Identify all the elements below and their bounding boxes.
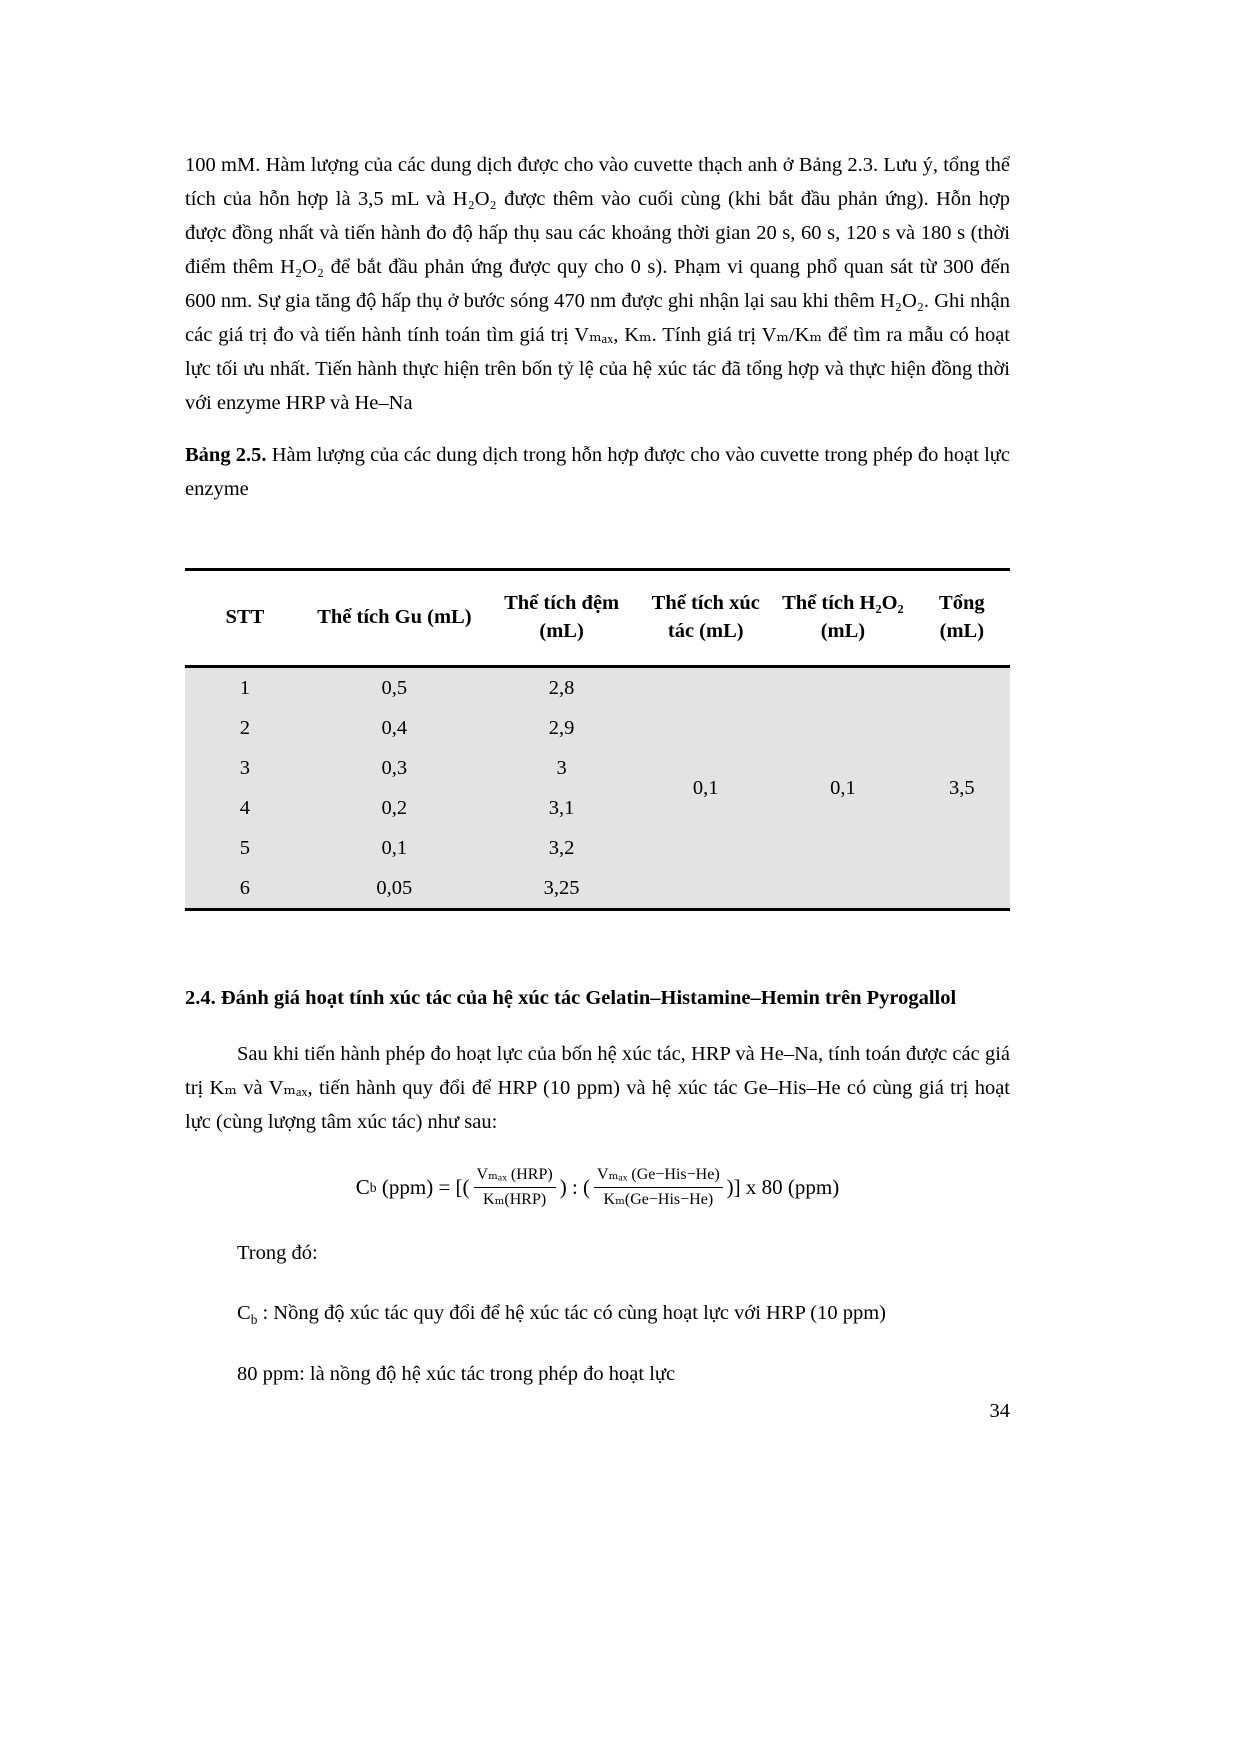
table-body [185,667,1010,910]
definition-cb-symbol: C [237,1302,251,1325]
cell-stt: 1 [185,667,305,709]
cell-gu: 0,05 [305,868,484,910]
cell-stt: 3 [185,748,305,788]
body-paragraph-1: 100 mM. Hàm lượng của các dung dịch được cho vào cuvette thạch anh ở Bảng 2.3. Lưu ý, tổng thể tích của hỗn hợp là 3,5 mL và H₂O₂ được thêm vào cuối cùng (khi bắt đầu phản ứng). Hỗn hợp được đồng nhất và tiến hành đo độ hấp thụ sau các khoảng thời gian 20 s, 60 s, 120 s và 180 s (thời điểm thêm H₂O₂ để bắt đầu phản ứng được quy cho 0 s). Phạm vi quang phổ quan sát từ 300 đến 600 nm. Sự gia tăng độ hấp thụ ở bước sóng 470 nm được ghi nhận lại sau khi thêm H₂O₂. Ghi nhận các giá trị đo và tiến hành tính toán tìm giá trị Vₘₐₓ, Kₘ. Tính giá trị Vₘ/Kₘ để tìm ra mẫu có hoạt lực tối ưu nhất. Tiến hành thực hiện trên bốn tỷ lệ của hệ xúc tác đã tổng hợp và thực hiện đồng thời với enzyme HRP và He–Na [185,154,1010,415]
cell-gu: 0,4 [305,708,484,748]
cell-gu: 0,5 [305,667,484,709]
formula-lhs: C [355,1175,370,1200]
body-paragraph-2: Sau khi tiến hành phép đo hoạt lực của bốn hệ xúc tác, HRP và He–Na, tính toán được các giá trị Kₘ và Vₘₐₓ, tiến hành quy đổi để HRP (10 ppm) và hệ xúc tác Ge–His–He có cùng giá trị hoạt lực (cùng lượng tâm xúc tác) như sau: [185,1043,1010,1134]
table-row [185,667,1010,709]
conversion-formula [185,1165,1010,1210]
cell-h2o2-merged: 0,1 [772,667,914,910]
cell-dem: 3,2 [484,828,639,868]
cell-dem: 3,1 [484,788,639,828]
fraction-denominator: Kₘ(Ge−His−He) [603,1191,714,1209]
cell-dem: 3,25 [484,868,639,910]
cell-gu: 0,3 [305,748,484,788]
cell-stt: 4 [185,788,305,828]
formula-mid: ) : ( [559,1175,591,1200]
section-heading-2-4: 2.4. Đánh giá hoạt tính xúc tác của hệ xúc tác Gelatin–Histamine–Hemin trên Pyrogallol [185,987,957,1010]
table-caption-text: Hàm lượng của các dung dịch trong hỗn hợp được cho vào cuvette trong phép đo hoạt lực enzyme [185,444,1011,501]
cell-gu: 0,1 [305,828,484,868]
table-header-row [185,570,1010,667]
cell-dem: 2,9 [484,708,639,748]
cell-gu: 0,2 [305,788,484,828]
definition-cb-text: : Nồng độ xúc tác quy đổi để hệ xúc tác có cùng hoạt lực với HRP (10 ppm) [257,1302,886,1325]
header-h2o2: Thể tích H₂O₂ (mL) [772,570,914,667]
cell-tong-merged: 3,5 [914,667,1010,910]
cell-stt: 6 [185,868,305,910]
fraction-denominator: Kₘ(HRP) [483,1191,547,1209]
cell-dem: 2,8 [484,667,639,709]
cell-dem: 3 [484,748,639,788]
header-tong: Tổng (mL) [914,570,1010,667]
header-dem: Thể tích đệm (mL) [484,570,639,667]
definition-cb [237,1296,1010,1331]
header-gu: Thể tích Gu (mL) [305,570,484,667]
cell-stt: 2 [185,708,305,748]
cell-stt: 5 [185,828,305,868]
fraction-numerator: Vₘₐₓ (HRP) [474,1165,556,1188]
table-caption-label: Bảng 2.5. [185,444,267,467]
fraction-numerator: Vₘₐₓ (Ge−His−He) [594,1165,723,1188]
formula-lhs-rest: (ppm) = [( [376,1175,470,1200]
table-header [185,570,1010,667]
formula-lhs-sub: b [369,1179,377,1195]
definition-cb-sub: b [250,1312,258,1328]
cell-xuc-tac-merged: 0,1 [639,667,772,910]
formula-fraction-hrp [474,1165,556,1210]
formula-fraction-ge-his-he [594,1165,723,1210]
table-caption [185,438,1010,506]
trong-do-label: Trong đó: [237,1242,318,1265]
formula-rhs: )] x 80 (ppm) [726,1175,840,1200]
solutions-table [185,568,1010,911]
definition-80ppm: 80 ppm: là nồng độ hệ xúc tác trong phép đo hoạt lực [237,1363,676,1386]
header-xuc-tac: Thể tích xúc tác (mL) [639,570,772,667]
header-stt: STT [185,570,305,667]
page-number: 34 [989,1400,1010,1422]
